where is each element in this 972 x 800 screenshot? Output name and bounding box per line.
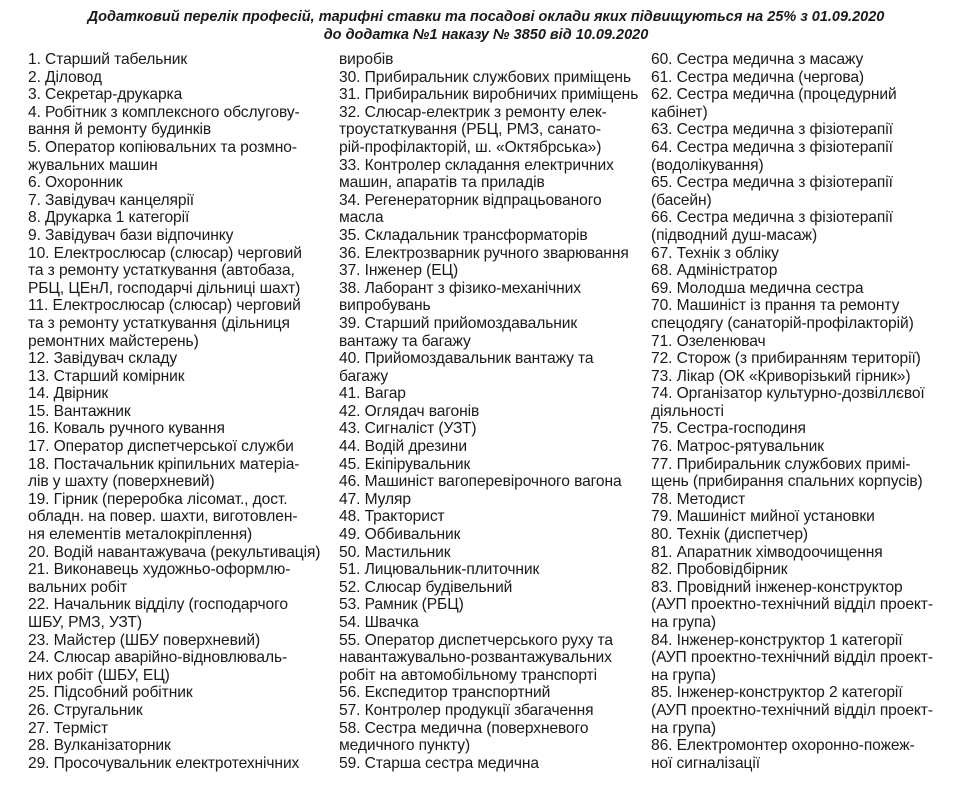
profession-text-line: 28. Вулканізаторник xyxy=(28,737,171,755)
profession-list-item xyxy=(28,350,333,368)
profession-text-line: 65. Сестра медична з фізіотерапії xyxy=(651,174,893,192)
profession-text-line: 15. Вантажник xyxy=(28,402,131,420)
profession-list-item xyxy=(28,174,333,192)
profession-list-item xyxy=(651,333,951,351)
profession-list-item xyxy=(28,420,333,438)
profession-text-line: 35. Складальник трансформаторів xyxy=(339,226,588,244)
profession-text-line: 34. Регенераторник відпрацьованого xyxy=(339,191,602,209)
profession-list-item xyxy=(28,368,333,386)
profession-text-line: медичного пункту) xyxy=(339,737,471,755)
profession-list-item xyxy=(651,209,951,244)
profession-text-line: виробів xyxy=(339,51,394,68)
profession-text-line: 13. Старший комірник xyxy=(28,367,185,385)
profession-text-line: вантажу та багажу xyxy=(339,332,471,350)
profession-text-line: (водолікування) xyxy=(651,156,764,174)
profession-text-line: 50. Мастильник xyxy=(339,543,451,561)
profession-list-item xyxy=(339,104,639,157)
profession-list-item xyxy=(339,157,639,192)
profession-list-item xyxy=(651,420,951,438)
profession-text-line: та з ремонту устаткування (дільниця xyxy=(28,314,290,332)
profession-text-line: 51. Лицювальник-плиточник xyxy=(339,561,540,579)
profession-text-line: 6. Охоронник xyxy=(28,174,123,192)
profession-text-line: робіт на автомобільному транспорті xyxy=(339,666,597,684)
profession-text-line: 21. Виконавець художньо-оформлю- xyxy=(28,561,291,579)
profession-list-item xyxy=(28,561,333,596)
profession-list-item xyxy=(651,508,951,526)
profession-list-item xyxy=(339,420,639,438)
profession-list-item xyxy=(339,720,639,755)
header-subtitle: до додатка №1 наказу № 3850 від 10.09.2020 xyxy=(323,27,649,43)
profession-list-item xyxy=(339,544,639,562)
profession-text-line: 40. Прийомоздавальник вантажу та xyxy=(339,350,594,368)
profession-text-line: 58. Сестра медична (поверхневого xyxy=(339,719,589,737)
profession-text-line: 22. Начальник відділу (господарчого xyxy=(28,596,288,614)
profession-text-line: 86. Електромонтер охоронно-пожеж- xyxy=(651,737,915,755)
profession-list-item xyxy=(28,596,333,631)
profession-text-line: спецодягу (санаторій-профілакторій) xyxy=(651,314,914,332)
profession-text-line: 26. Стругальник xyxy=(28,701,143,719)
profession-list-item xyxy=(651,280,951,298)
profession-text-line: 79. Машиніст мийної установки xyxy=(651,508,875,526)
profession-text-line: 46. Машиніст вагоперевірочного вагона xyxy=(339,473,622,491)
profession-text-line: 14. Двірник xyxy=(28,385,109,403)
profession-text-line: 38. Лаборант з фізико-механічних xyxy=(339,279,581,297)
profession-list-item xyxy=(651,544,951,562)
profession-text-line: 23. Майстер (ШБУ поверхневий) xyxy=(28,631,261,649)
profession-text-line: випробувань xyxy=(339,297,431,315)
profession-text-line: 1. Старший табельник xyxy=(28,51,188,68)
profession-text-line: них робіт (ШБУ, ЕЦ) xyxy=(28,666,170,684)
profession-list-item xyxy=(651,69,951,87)
profession-text-line: 12. Завідувач складу xyxy=(28,350,178,368)
profession-text-line: 69. Молодша медична сестра xyxy=(651,279,864,297)
profession-text-line: 20. Водій навантажувача (рекультивація) xyxy=(28,543,321,561)
profession-text-line: (АУП проектно-технічний відділ проект- xyxy=(651,649,933,667)
profession-text-line: 55. Оператор диспетчерського руху та xyxy=(339,631,613,649)
profession-text-line: 32. Слюсар-електрик з ремонту елек- xyxy=(339,103,607,121)
profession-column-3 xyxy=(651,51,951,772)
profession-list-item xyxy=(28,720,333,738)
profession-list-item xyxy=(339,403,639,421)
profession-list-item xyxy=(339,69,639,87)
profession-text-line: 59. Старша сестра медична xyxy=(339,754,539,772)
profession-text-line: на група) xyxy=(651,719,717,737)
profession-list-item xyxy=(28,702,333,720)
profession-list-item xyxy=(339,438,639,456)
profession-text-line: 10. Електрослюсар (слюсар) черговий xyxy=(28,244,302,262)
profession-text-line: 36. Електрозварник ручного зварювання xyxy=(339,244,629,262)
profession-list-item xyxy=(651,385,951,420)
profession-list-item xyxy=(651,86,951,121)
profession-list-item xyxy=(28,632,333,650)
profession-list-item xyxy=(651,262,951,280)
profession-text-line: 49. Оббивальник xyxy=(339,526,461,544)
profession-list-item xyxy=(339,315,639,350)
profession-column-1 xyxy=(28,51,333,772)
profession-list-item xyxy=(28,649,333,684)
profession-list-item xyxy=(651,121,951,139)
profession-text-line: 33. Контролер складання електричних xyxy=(339,156,614,174)
profession-text-line: 60. Сестра медична з масажу xyxy=(651,51,864,68)
profession-list-item xyxy=(651,368,951,386)
profession-text-line: рій-профілакторій, ш. «Октябрська») xyxy=(339,138,602,156)
profession-text-line: 30. Прибиральник службових приміщень xyxy=(339,68,631,86)
profession-text-line: 4. Робітник з комплексного обслугову- xyxy=(28,103,300,121)
profession-list-item xyxy=(339,86,639,104)
profession-list-item xyxy=(339,614,639,632)
profession-text-line: 44. Водій дрезини xyxy=(339,438,467,456)
profession-list-item xyxy=(28,755,333,773)
profession-text-line: 17. Оператор диспетчерської служби xyxy=(28,438,294,456)
profession-list-item xyxy=(339,561,639,579)
profession-text-line: 77. Прибиральник службових примі- xyxy=(651,455,911,473)
profession-text-line: масла xyxy=(339,209,384,227)
profession-text-line: 53. Рамник (РБЦ) xyxy=(339,596,464,614)
profession-list-item xyxy=(339,702,639,720)
profession-list-item xyxy=(339,491,639,509)
profession-text-line: ня елементів металокріплення) xyxy=(28,526,253,544)
profession-text-line: на група) xyxy=(651,666,717,684)
profession-text-line: 64. Сестра медична з фізіотерапії xyxy=(651,138,893,156)
profession-text-line: багажу xyxy=(339,367,389,385)
profession-text-line: та з ремонту устаткування (автобаза, xyxy=(28,262,295,280)
profession-list-item xyxy=(339,192,639,227)
profession-text-line: 43. Сигналіст (УЗТ) xyxy=(339,420,477,438)
profession-text-line: ШБУ, РМЗ, УЗТ) xyxy=(28,614,142,631)
profession-list-item xyxy=(28,385,333,403)
profession-list-item xyxy=(651,245,951,263)
profession-list-item xyxy=(339,526,639,544)
profession-text-line: 52. Слюсар будівельний xyxy=(339,578,513,596)
profession-list-item xyxy=(339,596,639,614)
profession-text-line: (АУП проектно-технічний відділ проект- xyxy=(651,596,933,614)
profession-list-item xyxy=(339,245,639,263)
profession-text-line: лів у шахту (поверхневий) xyxy=(28,473,215,491)
profession-list-item xyxy=(339,508,639,526)
profession-list-item xyxy=(651,561,951,579)
profession-list-item xyxy=(651,456,951,491)
profession-text-line: 39. Старший прийомоздавальник xyxy=(339,314,578,332)
profession-list-item xyxy=(28,438,333,456)
profession-list-item xyxy=(339,227,639,245)
profession-text-line: ної сигналізації xyxy=(651,754,760,772)
profession-text-line: 2. Діловод xyxy=(28,68,102,86)
profession-text-line: 18. Постачальник кріпильних матеріа- xyxy=(28,455,300,473)
profession-text-line: 76. Матрос-рятувальник xyxy=(651,438,824,456)
profession-list-item xyxy=(28,104,333,139)
profession-text-line: діяльності xyxy=(651,402,724,420)
profession-text-line: 48. Тракторист xyxy=(339,508,445,526)
profession-text-line: 74. Організатор культурно-дозвіллєвої xyxy=(651,385,925,403)
profession-text-line: (АУП проектно-технічний відділ проект- xyxy=(651,701,933,719)
profession-text-line: 63. Сестра медична з фізіотерапії xyxy=(651,121,893,139)
profession-text-line: 8. Друкарка 1 категорії xyxy=(28,209,190,227)
profession-text-line: 61. Сестра медична (чергова) xyxy=(651,68,865,86)
profession-text-line: 78. Методист xyxy=(651,490,746,508)
profession-list-item xyxy=(339,385,639,403)
profession-text-line: 72. Сторож (з прибиранням території) xyxy=(651,350,921,368)
profession-list-item xyxy=(339,280,639,315)
profession-text-line: (басейн) xyxy=(651,191,712,209)
profession-list-item xyxy=(339,262,639,280)
profession-text-line: вання й ремонту будинків xyxy=(28,121,212,139)
profession-list-item xyxy=(651,139,951,174)
profession-text-line: 54. Швачка xyxy=(339,614,419,631)
profession-text-line: 31. Прибиральник виробничих приміщень xyxy=(339,86,639,104)
profession-text-line: 3. Секретар-друкарка xyxy=(28,86,183,104)
profession-list-item xyxy=(28,456,333,491)
profession-text-line: 75. Сестра-господиня xyxy=(651,420,806,438)
profession-list-item xyxy=(28,69,333,87)
profession-list-item xyxy=(651,350,951,368)
profession-text-line: 81. Апаратник хімводоочищення xyxy=(651,543,883,561)
profession-text-line: 67. Технік з обліку xyxy=(651,244,779,262)
profession-text-line: 66. Сестра медична з фізіотерапії xyxy=(651,209,893,227)
profession-list-item xyxy=(651,491,951,509)
profession-list-item xyxy=(339,51,639,69)
profession-text-line: 9. Завідувач бази відпочинку xyxy=(28,226,234,244)
profession-text-line: ремонтних майстерень) xyxy=(28,332,199,350)
profession-text-line: 71. Озеленювач xyxy=(651,332,766,350)
profession-list-item xyxy=(28,544,333,562)
profession-list-item xyxy=(339,456,639,474)
profession-list-item xyxy=(28,297,333,350)
profession-text-line: обладн. на повер. шахти, виготовлен- xyxy=(28,508,298,526)
profession-text-line: 37. Інженер (ЕЦ) xyxy=(339,262,459,280)
profession-text-line: на група) xyxy=(651,614,717,631)
profession-text-line: 73. Лікар (ОК «Криворізький гірник») xyxy=(651,367,911,385)
profession-list-item xyxy=(28,227,333,245)
profession-list-item xyxy=(651,737,951,772)
profession-text-line: 85. Інженер-конструктор 2 категорії xyxy=(651,684,903,702)
profession-list-item xyxy=(339,579,639,597)
profession-text-line: 16. Коваль ручного кування xyxy=(28,420,225,438)
profession-list-item xyxy=(651,632,951,685)
profession-text-line: 47. Муляр xyxy=(339,490,411,508)
profession-text-line: 80. Технік (диспетчер) xyxy=(651,526,809,544)
profession-text-line: 82. Пробовідбірник xyxy=(651,561,788,579)
profession-list-item xyxy=(651,438,951,456)
profession-text-line: 29. Просочувальник електротехнічних xyxy=(28,754,300,772)
profession-text-line: кабінет) xyxy=(651,103,708,121)
profession-text-line: 57. Контролер продукції збагачення xyxy=(339,701,594,719)
profession-list-item xyxy=(339,350,639,385)
profession-text-line: (підводний душ-масаж) xyxy=(651,226,818,244)
profession-list-item xyxy=(28,209,333,227)
profession-list-item xyxy=(28,403,333,421)
profession-text-line: 7. Завідувач канцелярії xyxy=(28,191,195,209)
profession-column-2 xyxy=(339,51,639,772)
profession-text-line: 62. Сестра медична (процедурний xyxy=(651,86,897,104)
profession-list-item xyxy=(339,684,639,702)
profession-text-line: 42. Оглядач вагонів xyxy=(339,402,480,420)
profession-list-item xyxy=(28,86,333,104)
profession-text-line: 56. Експедитор транспортний xyxy=(339,684,551,702)
profession-list-item xyxy=(28,684,333,702)
profession-text-line: машин, апаратів та приладів xyxy=(339,174,545,192)
profession-text-line: 27. Терміст xyxy=(28,719,109,737)
profession-list-item xyxy=(651,579,951,632)
profession-text-line: 25. Підсобний робітник xyxy=(28,684,193,702)
profession-list-item xyxy=(651,526,951,544)
profession-text-line: 45. Екіпірувальник xyxy=(339,455,471,473)
profession-list-item xyxy=(28,737,333,755)
profession-text-line: троустаткування (РБЦ, РМЗ, санато- xyxy=(339,121,601,139)
profession-text-line: РБЦ, ЦЕнЛ, господарчі дільниці шахт) xyxy=(28,279,301,297)
profession-text-line: 70. Машиніст із прання та ремонту xyxy=(651,297,900,315)
profession-list-item xyxy=(28,51,333,69)
profession-text-line: жувальних машин xyxy=(28,156,158,174)
profession-text-line: 11. Електрослюсар (слюсар) черговий xyxy=(28,297,301,315)
profession-text-line: щень (прибирання спальних корпусів) xyxy=(651,473,923,491)
profession-text-line: 84. Інженер-конструктор 1 категорії xyxy=(651,631,903,649)
profession-list-item xyxy=(339,755,639,773)
profession-list-item xyxy=(28,192,333,210)
profession-text-line: 83. Провідний інженер-конструктор xyxy=(651,578,903,596)
profession-list-item xyxy=(28,491,333,544)
profession-list-item xyxy=(339,632,639,685)
profession-list-item xyxy=(339,473,639,491)
profession-list-item xyxy=(651,174,951,209)
profession-text-line: 41. Вагар xyxy=(339,385,406,403)
profession-text-line: 5. Оператор копіювальних та розмно- xyxy=(28,138,297,156)
profession-text-line: 68. Адміністратор xyxy=(651,262,778,280)
profession-list-item xyxy=(651,51,951,69)
profession-list-item xyxy=(651,297,951,332)
profession-text-line: навантажувально-розвантажувальних xyxy=(339,649,612,667)
profession-list-item xyxy=(28,245,333,298)
profession-text-line: 24. Слюсар аварійно-відновлюваль- xyxy=(28,649,288,667)
profession-text-line: 19. Гірник (переробка лісомат., дост. xyxy=(28,490,288,508)
header-title: Додатковий перелік професій, тарифні ставки та посадові оклади яких підвищуються на 25% з 01.09.2020 xyxy=(87,9,885,25)
document-header xyxy=(0,8,972,44)
profession-list-item xyxy=(651,684,951,737)
profession-text-line: вальних робіт xyxy=(28,578,128,596)
profession-list-item xyxy=(28,139,333,174)
